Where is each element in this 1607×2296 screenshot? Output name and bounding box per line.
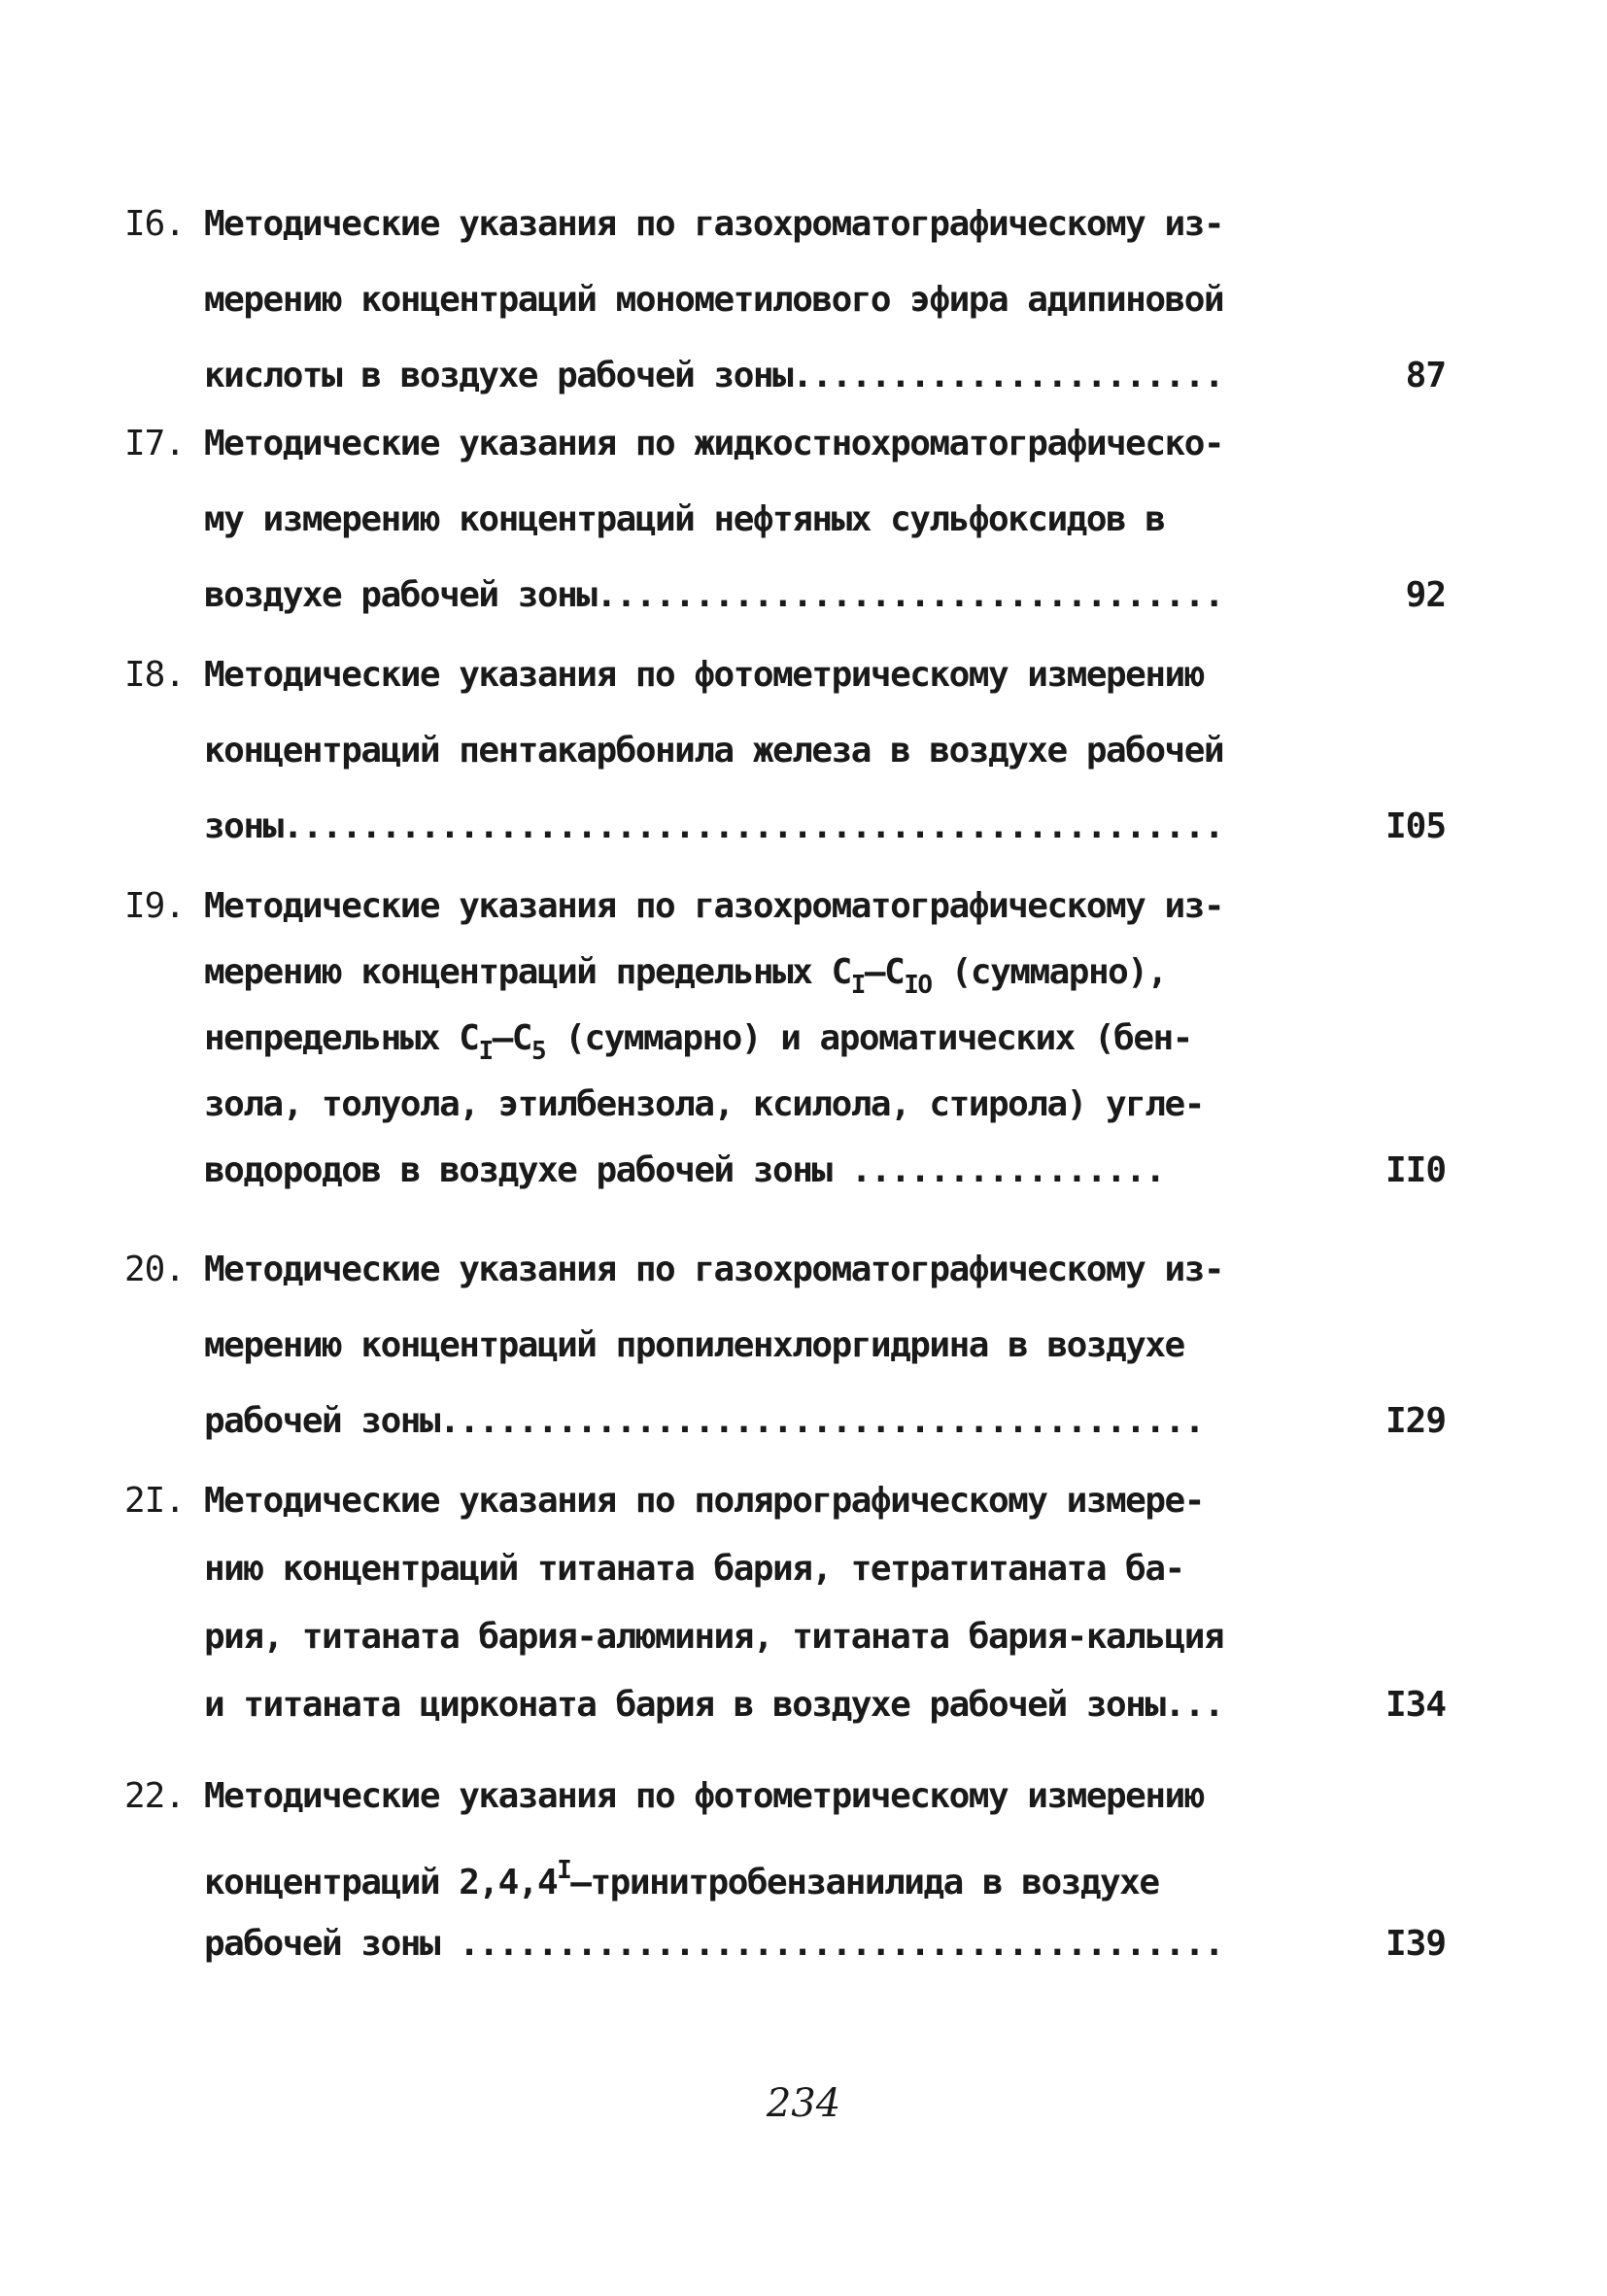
entry-line: кислоты в воздухе рабочей зоны...................... bbox=[204, 356, 1224, 395]
entry-line: мерению концентраций монометилового эфира адипиновой bbox=[204, 280, 1224, 320]
subscript: IO bbox=[904, 971, 932, 1000]
toc-entry-17 bbox=[124, 406, 1446, 634]
entry-line: Методические указания по газохроматографическому из- bbox=[204, 1250, 1224, 1289]
line-text: (суммарно), bbox=[931, 952, 1167, 992]
entry-line: Методические указания по фотометрическому измерению bbox=[204, 1776, 1204, 1816]
entry-page-number: 92 bbox=[1405, 575, 1446, 615]
toc-entry-19 bbox=[124, 869, 1446, 1248]
toc-entry-16 bbox=[124, 187, 1446, 414]
entry-line: рабочей зоны ....................................... bbox=[204, 1924, 1224, 1964]
entry-line: и титаната цирконата бария в воздухе рабочей зоны... bbox=[204, 1685, 1224, 1725]
entry-number: 22. bbox=[124, 1776, 186, 1816]
page-folio-number: 234 bbox=[766, 2081, 841, 2126]
line-text: (суммарно) и ароматических (бен- bbox=[545, 1018, 1192, 1058]
entry-number: 2I. bbox=[124, 1481, 186, 1521]
entry-number: I8. bbox=[124, 655, 186, 695]
entry-line: рабочей зоны....................................... bbox=[204, 1401, 1204, 1441]
entry-page-number: 87 bbox=[1405, 356, 1446, 395]
entry-line: Методические указания по полярографическому измере- bbox=[204, 1481, 1204, 1521]
entry-line: Методические указания по газохроматографическому из- bbox=[204, 886, 1224, 926]
entry-line: Методические указания по фотометрическому измерению bbox=[204, 655, 1204, 695]
entry-page-number: I39 bbox=[1385, 1924, 1446, 1964]
entry-line: зоны................................................ bbox=[204, 806, 1224, 846]
entry-page-number: II0 bbox=[1385, 1150, 1446, 1190]
subscript: I bbox=[478, 1037, 493, 1066]
entry-line: Методические указания по жидкостнохроматографическо- bbox=[204, 424, 1224, 463]
line-text: мерению концентраций предельных C bbox=[204, 952, 851, 992]
toc-entry-21 bbox=[124, 1463, 1446, 1745]
superscript: I bbox=[557, 1856, 571, 1885]
line-text: –C bbox=[864, 952, 905, 992]
subscript: I bbox=[850, 971, 865, 1000]
entry-number: I9. bbox=[124, 886, 186, 926]
toc-entry-22 bbox=[124, 1759, 1446, 1986]
entry-number: I6. bbox=[124, 204, 186, 244]
entry-number: I7. bbox=[124, 424, 186, 463]
entry-number: 20. bbox=[124, 1250, 186, 1289]
entry-line: воздухе рабочей зоны................................ bbox=[204, 575, 1224, 615]
entry-page-number: I05 bbox=[1385, 806, 1446, 846]
toc-entry-20 bbox=[124, 1232, 1446, 1459]
entry-line: му измерению концентраций нефтяных сульфоксидов в bbox=[204, 499, 1165, 539]
entry-page-number: I34 bbox=[1385, 1685, 1446, 1725]
entry-line: зола, толуола, этилбензола, ксилола, стирола) угле- bbox=[204, 1084, 1204, 1124]
line-text: непредельных C bbox=[204, 1018, 479, 1058]
line-text: концентраций 2,4,4 bbox=[204, 1863, 558, 1902]
entry-line: мерению концентраций пропиленхлоргидрина в воздухе bbox=[204, 1325, 1184, 1365]
entry-line: водородов в воздухе рабочей зоны ................ bbox=[204, 1150, 1165, 1190]
entry-line bbox=[204, 935, 1428, 1011]
entry-line: Методические указания по газохроматографическому из- bbox=[204, 204, 1224, 244]
entry-line: концентраций пентакарбонила железа в воздухе рабочей bbox=[204, 731, 1224, 771]
line-text: –C bbox=[492, 1018, 531, 1058]
entry-line: нию концентраций титаната бария, тетратитаната ба- bbox=[204, 1549, 1184, 1589]
toc-entry-18 bbox=[124, 637, 1446, 865]
subscript: 5 bbox=[530, 1037, 546, 1066]
entry-line bbox=[204, 1001, 1428, 1077]
line-text: –тринитробензанилида в воздухе bbox=[570, 1863, 1159, 1902]
entry-line bbox=[204, 1833, 1428, 1908]
entry-page-number: I29 bbox=[1385, 1401, 1446, 1441]
entry-line: рия, титаната бария-алюминия, титаната бария-кальция bbox=[204, 1617, 1224, 1657]
